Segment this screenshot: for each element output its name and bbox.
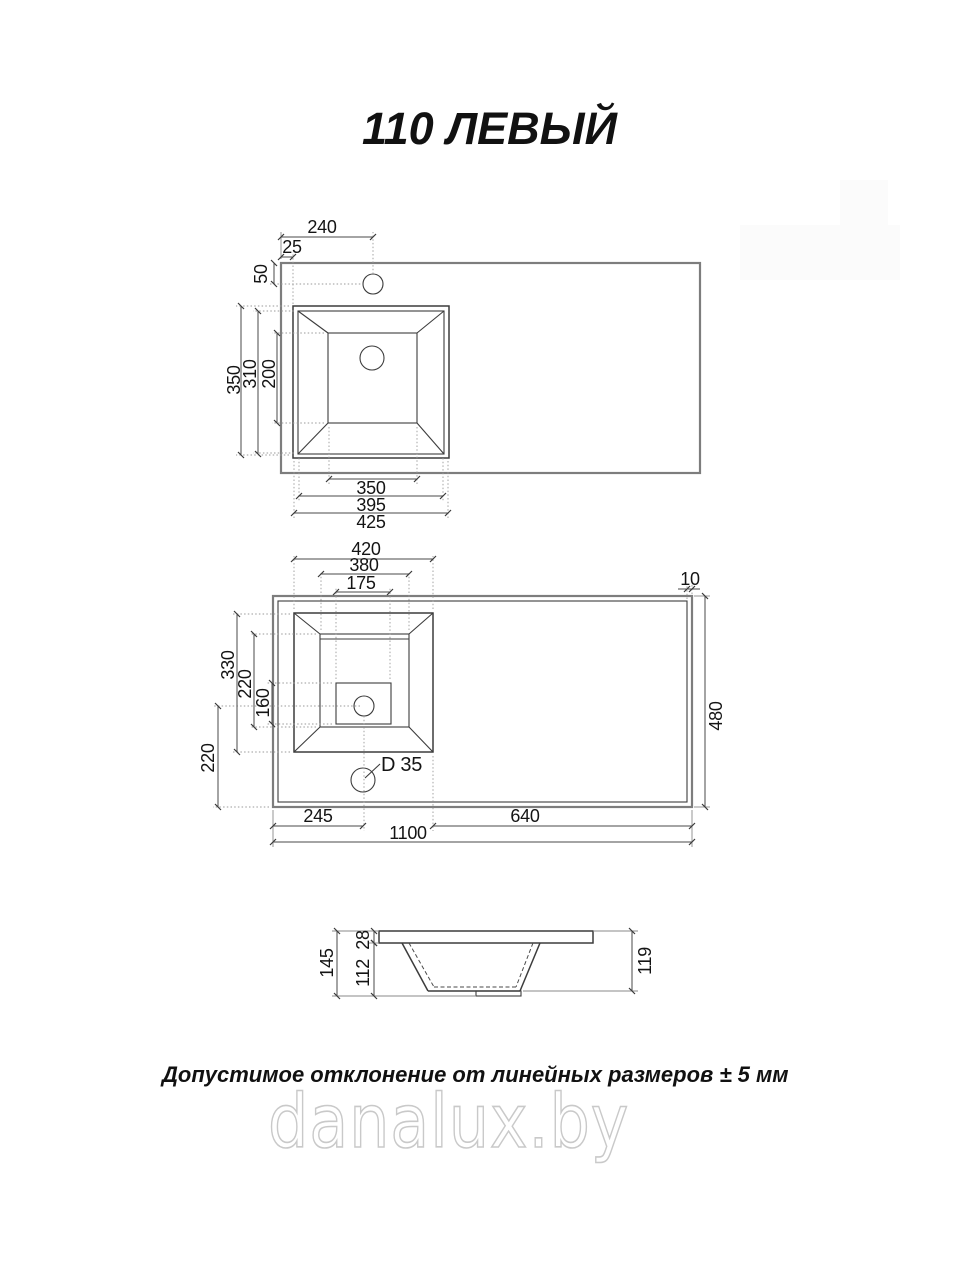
dim-25-label: 25 [282, 237, 302, 257]
section-view [317, 930, 655, 996]
bowl-left-wall [402, 943, 428, 991]
dim-245-label: 245 [303, 806, 333, 826]
drain-hole [360, 346, 384, 370]
dim-220-drain-label: 220 [198, 743, 218, 773]
countertop-outline [281, 263, 700, 473]
watermark: danalux.by [268, 1079, 630, 1165]
dim-200-label: 200 [259, 359, 279, 389]
dim-112-label: 112 [353, 959, 373, 987]
countertop-inner-edge [278, 601, 687, 802]
d35-leader-line [365, 764, 380, 778]
dim-380-label: 380 [349, 555, 379, 575]
faucet-hole [363, 274, 383, 294]
dim-50-label: 50 [251, 264, 271, 284]
dim-425-label: 425 [356, 512, 386, 532]
dim-175-label: 175 [346, 573, 376, 593]
dim-1100-label: 1100 [389, 823, 427, 843]
dim-145-label: 145 [317, 948, 337, 978]
dim-350-side-label: 350 [224, 365, 244, 395]
dim-350-bottom-label: 350 [356, 478, 386, 498]
dim-160-label: 160 [253, 688, 273, 718]
dim-395-label: 395 [356, 495, 386, 515]
plan-view [198, 539, 726, 847]
extension-lines [213, 556, 710, 847]
dim-310-label: 310 [240, 359, 260, 389]
drain-diameter-label: D 35 [381, 754, 423, 776]
dim-640-label: 640 [510, 806, 540, 826]
dim-240-label: 240 [307, 217, 337, 237]
top-view [224, 217, 700, 532]
countertop-slab [379, 931, 593, 943]
dim-28-label: 28 [353, 930, 373, 950]
dim-480-label: 480 [706, 701, 726, 731]
dim-10-label: 10 [680, 569, 700, 589]
dim-220-basin-label: 220 [235, 669, 255, 699]
dim-330-label: 330 [218, 650, 238, 680]
page-title: 110 ЛЕВЫЙ [361, 103, 618, 154]
basin-inner-rect [320, 634, 409, 727]
drain-recess-rect [336, 683, 391, 724]
tolerance-note: Допустимое отклонение от линейных размеров ± 5 мм [162, 1062, 789, 1087]
drain-hole [354, 696, 374, 716]
dim-420-label: 420 [351, 539, 381, 559]
dim-119-label: 119 [635, 947, 655, 975]
extension-lines [332, 931, 638, 996]
